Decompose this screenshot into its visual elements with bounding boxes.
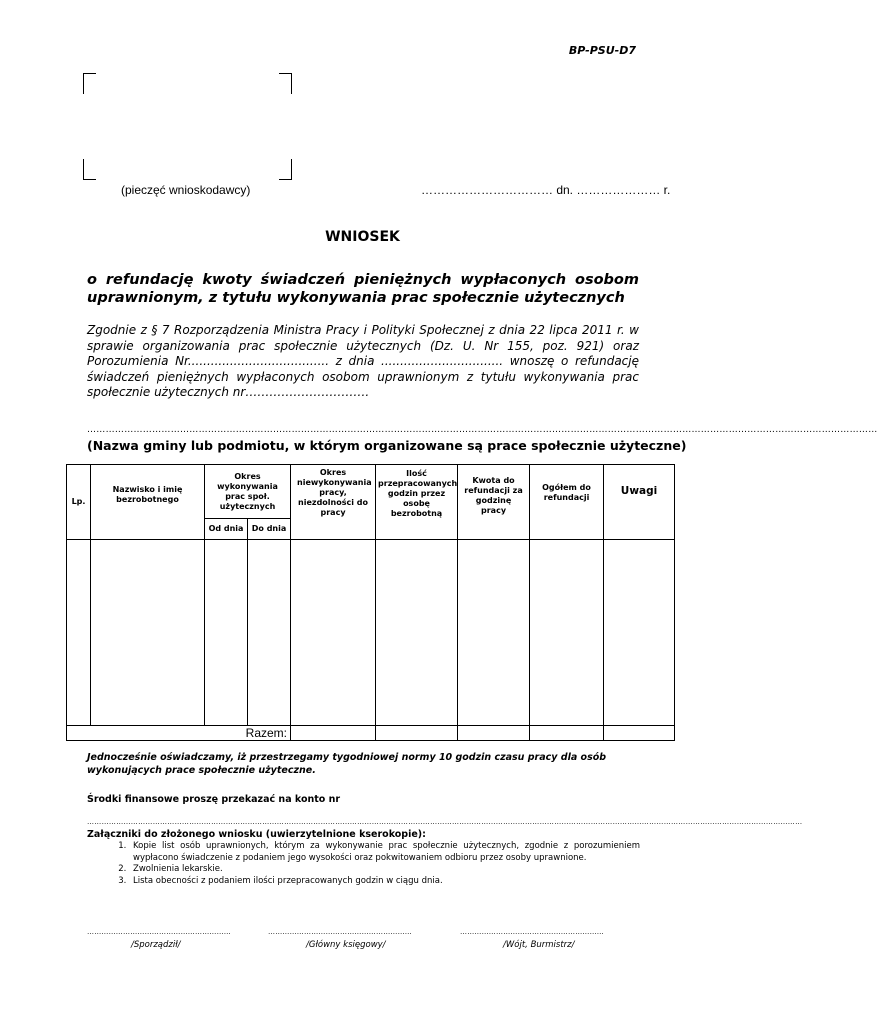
entity-name-caption: (Nazwa gminy lub podmiotu, w którym organizowane są prace społecznie użyteczne)	[87, 438, 687, 453]
date-field[interactable]: …………………………… dn. ………………… r.	[421, 183, 671, 197]
signature-line-preparer[interactable]: ……………………………………………………	[87, 928, 231, 936]
seal-corner-top-right	[279, 73, 292, 94]
refund-table	[66, 464, 675, 741]
total-label: Razem:	[67, 726, 291, 741]
signature-line-mayor[interactable]: ……………………………………………………	[460, 928, 604, 936]
seal-corner-top-left	[83, 73, 96, 94]
attachments-list	[87, 841, 640, 887]
seal-corner-bottom-right	[279, 159, 292, 180]
attachment-item: 2. Zwolnienia lekarskie.	[129, 864, 640, 876]
attachment-item: 3. Lista obecności z podaniem ilości przepracowanych godzin w ciągu dnia.	[129, 876, 640, 888]
seal-corner-bottom-left	[83, 159, 96, 180]
legal-basis-paragraph: Zgodnie z § 7 Rozporządzenia Ministra Pracy i Polityki Społecznej z dnia 22 lipca 2011 r. w sprawie organizowania prac społecznie użytecznych (Dz. U. Nr 155, poz. 921) oraz Porozumienia Nr..................................... z dnia ................................ wnoszę o refundację świadczeń pieniężnych wypłaconych osobom uprawnionym z tytułu wykonywania prac społecznie użytecznych nr………………………….	[87, 323, 639, 399]
total-absence[interactable]	[291, 726, 376, 741]
bank-account-field[interactable]: ……………………………………………………………………………………………………………………………………………………………………………………………………………………………………………………………………	[87, 818, 803, 826]
cell-absence[interactable]	[291, 540, 376, 726]
header-work-period: Okres wykonywania prac społ. użytecznych	[205, 465, 291, 519]
total-notes[interactable]	[604, 726, 675, 741]
header-name: Nazwisko i imię bezrobotnego	[91, 465, 205, 540]
header-to-date: Do dnia	[248, 519, 291, 540]
cell-notes[interactable]	[604, 540, 675, 726]
header-lp: Lp.	[67, 465, 91, 540]
table-total-row	[67, 726, 675, 741]
attachment-item: 1. Kopie list osób uprawnionych, którym za wykonywanie prac społecznie użytecznych, zgodnie z porozumieniem wypłacono świadczenie z podaniem jego wysokości oraz pokwitowaniem odbioru przez osoby uprawnione.	[129, 841, 640, 864]
document-title: WNIOSEK	[325, 229, 400, 245]
cell-name[interactable]	[91, 540, 205, 726]
total-hours[interactable]	[376, 726, 458, 741]
cell-to-date[interactable]	[248, 540, 291, 726]
total-refund[interactable]	[530, 726, 604, 741]
table-body-row	[67, 540, 675, 726]
signature-label-accountant: /Główny księgowy/	[306, 940, 386, 950]
signature-label-preparer: /Sporządził/	[131, 940, 181, 950]
header-hourly-rate: Kwota do refundacji za godzinę pracy	[458, 465, 530, 540]
header-hours-worked: Ilość przepracowanych godzin przez osobę bezrobotną	[376, 465, 458, 540]
cell-rate[interactable]	[458, 540, 530, 726]
form-code: BP-PSU-D7	[568, 44, 636, 57]
signature-line-accountant[interactable]: ……………………………………………………	[268, 928, 412, 936]
cell-from-date[interactable]	[205, 540, 248, 726]
cell-total[interactable]	[530, 540, 604, 726]
header-notes: Uwagi	[604, 465, 675, 540]
seal-label: (pieczęć wnioskodawcy)	[121, 183, 251, 197]
declaration-text: Jednocześnie oświadczamy, iż przestrzegamy tygodniowej normy 10 godzin czasu pracy dla osób wykonujących prace społecznie użyteczne.	[87, 752, 607, 776]
entity-name-field[interactable]: …………………………………………………………………………………………………………………………………………………………………………………………………………………………………	[87, 425, 878, 435]
header-absence-period: Okres niewykonywania pracy, niezdolności do pracy	[291, 465, 376, 540]
cell-lp[interactable]	[67, 540, 91, 726]
document-subtitle: o refundację kwoty świadczeń pieniężnych wypłaconych osobom uprawnionym, z tytułu wykonywania prac społecznie użytecznych	[87, 272, 639, 306]
cell-hours[interactable]	[376, 540, 458, 726]
signature-label-mayor: /Wójt, Burmistrz/	[503, 940, 575, 950]
bank-account-label: Środki finansowe proszę przekazać na konto nr	[87, 794, 341, 805]
total-rate[interactable]	[458, 726, 530, 741]
attachments-header: Załączniki do złożonego wniosku (uwierzytelnione kserokopie):	[87, 829, 426, 840]
header-from-date: Od dnia	[205, 519, 248, 540]
header-total-refund: Ogółem do refundacji	[530, 465, 604, 540]
